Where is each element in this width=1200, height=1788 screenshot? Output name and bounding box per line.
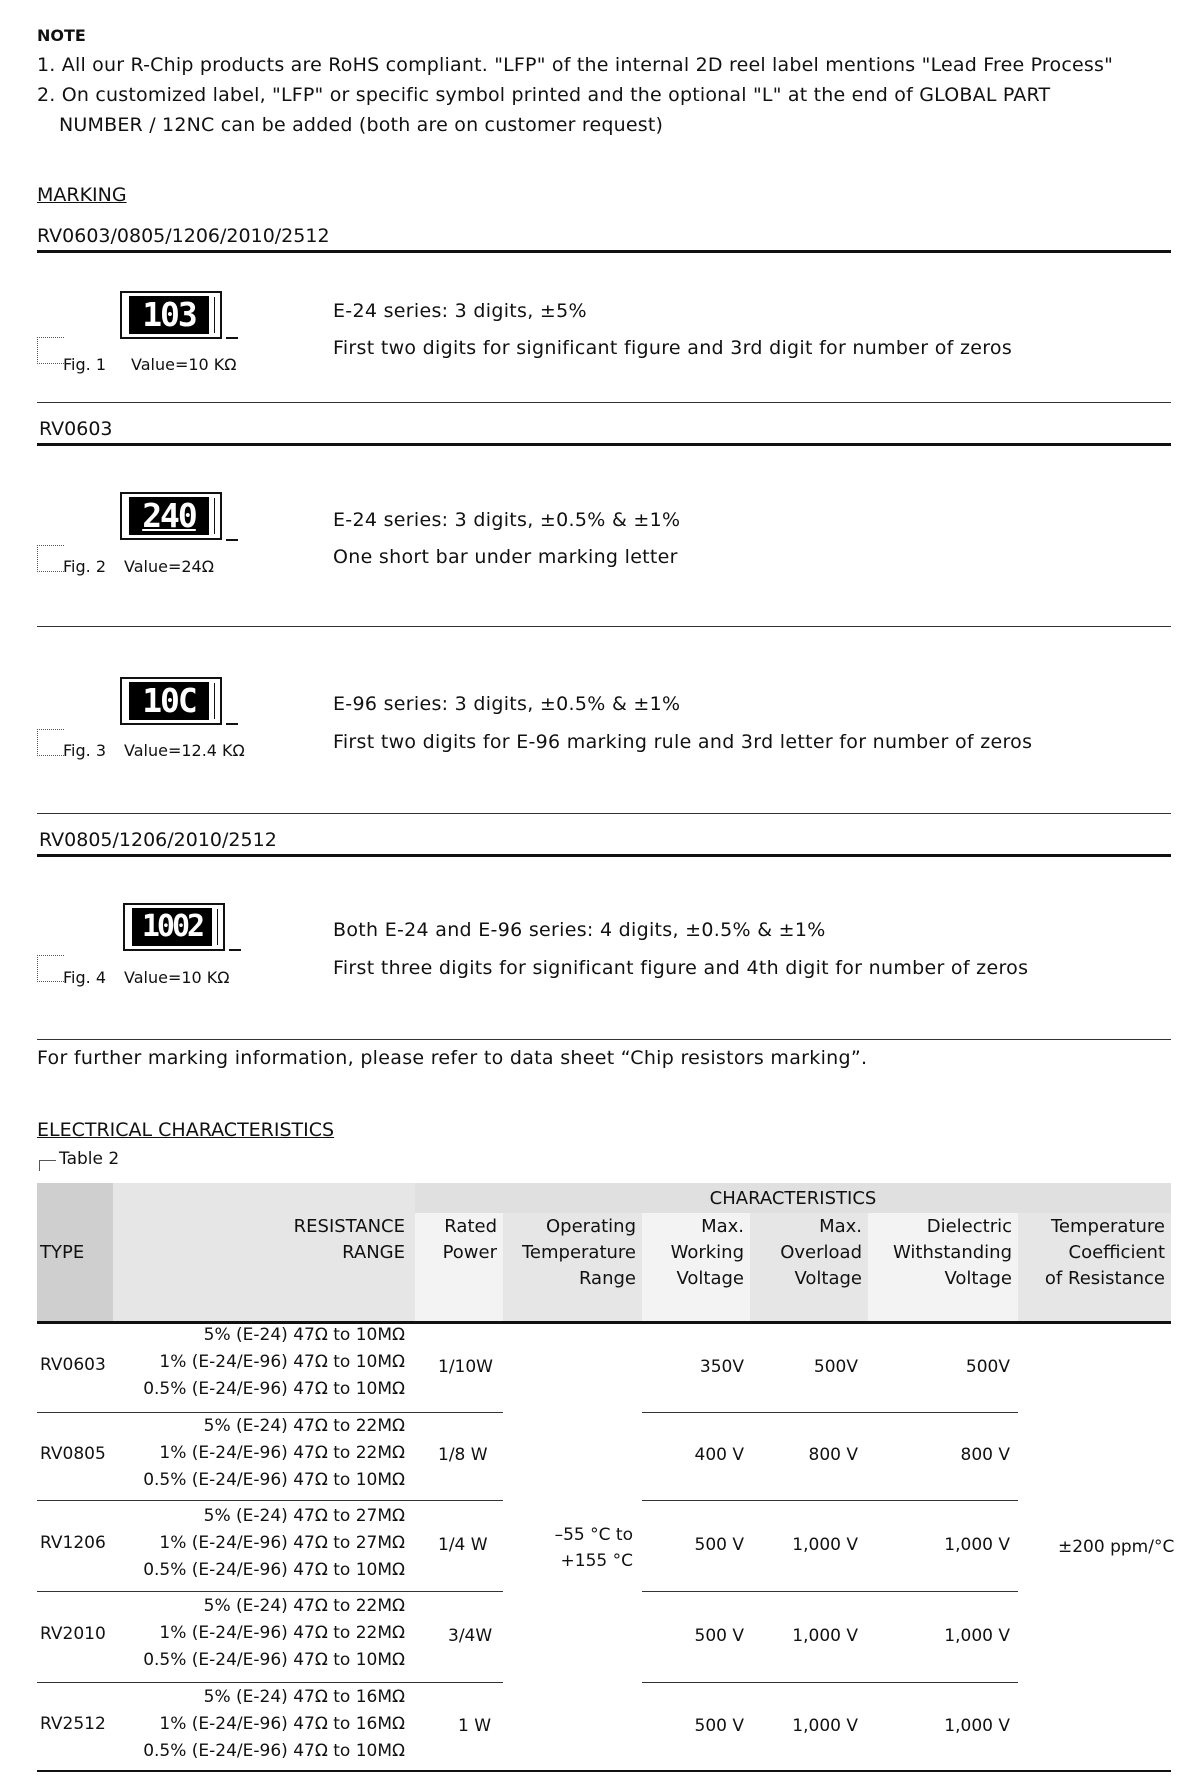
range-line: 0.5% (E-24/E-96) 47Ω to 10MΩ: [143, 1470, 405, 1490]
fig-value: Value=24Ω: [124, 557, 214, 576]
header-max-overload-voltage: [750, 1214, 862, 1292]
fig-bracket: [37, 729, 64, 756]
header-line: Temperature: [1050, 1216, 1165, 1237]
row-max-working-voltage: 500 V: [694, 1716, 744, 1736]
header-line: Max.: [819, 1216, 862, 1237]
row-dielectric-voltage: 800 V: [960, 1445, 1010, 1465]
row-dielectric-voltage: 500V: [965, 1357, 1010, 1377]
header-line: Coefficient: [1068, 1242, 1165, 1263]
chip-dash: [229, 949, 241, 951]
fig-bracket: [37, 955, 64, 982]
header-tcr: [1018, 1214, 1165, 1292]
divider: [37, 250, 1171, 253]
range-line: 0.5% (E-24/E-96) 47Ω to 10MΩ: [143, 1379, 405, 1399]
row-resistance-range: [85, 1413, 405, 1494]
fig-label: Fig. 3: [63, 741, 106, 760]
header-range-line: RESISTANCE: [293, 1216, 405, 1237]
note-line-1: 1. All our R-Chip products are RoHS compliant. "LFP" of the internal 2D reel label mentions "Lead Free Process": [37, 54, 1114, 76]
header-line: Working: [670, 1242, 744, 1263]
range-line: 1% (E-24/E-96) 47Ω to 10MΩ: [159, 1352, 405, 1372]
fig-bracket: [37, 337, 64, 364]
row-divider: [642, 1682, 1018, 1683]
fig-desc-2: First two digits for E-96 marking rule and 3rd letter for number of zeros: [333, 731, 1033, 753]
table-bottom-rule: [37, 1770, 1171, 1772]
range-line: 0.5% (E-24/E-96) 47Ω to 10MΩ: [143, 1650, 405, 1670]
header-characteristics: CHARACTERISTICS: [709, 1188, 877, 1209]
note-line-2: 2. On customized label, "LFP" or specific symbol printed and the optional "L" at the end of GLOBAL PART: [37, 84, 1051, 106]
fig-desc-2: First three digits for significant figure and 4th digit for number of zeros: [333, 957, 1029, 979]
row-type: RV0603: [40, 1355, 106, 1375]
marking-group1-title: RV0603/0805/1206/2010/2512: [37, 225, 330, 247]
electrical-heading: ELECTRICAL CHARACTERISTICS: [37, 1119, 335, 1141]
row-rated-power: 1/8 W: [438, 1445, 488, 1465]
note-line-3: NUMBER / 12NC can be added (both are on customer request): [59, 114, 664, 136]
row-rated-power: 1/10W: [438, 1357, 493, 1377]
divider: [37, 402, 1171, 403]
row-divider: [37, 1500, 503, 1501]
fig-value: Value=10 KΩ: [131, 355, 237, 374]
chip-terminal: [214, 683, 220, 719]
chip-terminal: [214, 498, 220, 534]
marking-group2-title: RV0603: [39, 418, 113, 440]
chip-dash: [226, 337, 238, 339]
row-resistance-range: [85, 1322, 405, 1403]
header-line: Voltage: [944, 1268, 1012, 1289]
header-type: TYPE: [40, 1242, 85, 1263]
header-line: Withstanding: [892, 1242, 1012, 1263]
fig-desc-1: Both E-24 and E-96 series: 4 digits, ±0.5% & ±1%: [333, 919, 826, 941]
table-bracket: [39, 1160, 56, 1171]
divider: [37, 813, 1171, 814]
chip-code: 103: [129, 296, 209, 334]
header-line: of Resistance: [1044, 1268, 1165, 1289]
fig-desc-2: First two digits for significant figure and 3rd digit for number of zeros: [333, 337, 1013, 359]
header-operating-temp: [503, 1214, 636, 1292]
row-divider: [642, 1591, 1018, 1592]
row-rated-power: 1/4 W: [438, 1535, 488, 1555]
header-range: [205, 1214, 405, 1266]
row-divider: [642, 1412, 1018, 1413]
divider: [37, 626, 1171, 627]
marking-group3-title: RV0805/1206/2010/2512: [39, 829, 277, 851]
row-divider: [37, 1591, 503, 1592]
chip-terminal: [214, 297, 220, 333]
row-max-working-voltage: 500 V: [694, 1535, 744, 1555]
row-dielectric-voltage: 1,000 V: [944, 1626, 1010, 1646]
fig-desc-2: One short bar under marking letter: [333, 546, 678, 568]
row-type: RV1206: [40, 1533, 106, 1553]
row-rated-power: 3/4W: [448, 1626, 493, 1646]
chip-code: 240: [129, 497, 209, 535]
chip-code: 1002: [132, 908, 212, 946]
fig-value: Value=10 KΩ: [124, 968, 230, 987]
row-resistance-range: [85, 1684, 405, 1765]
chip-terminal: [217, 909, 223, 945]
range-line: 5% (E-24) 47Ω to 22MΩ: [203, 1596, 405, 1616]
header-rated-power: [415, 1214, 497, 1266]
operating-temperature-range: [503, 1522, 633, 1574]
divider: [37, 1039, 1171, 1040]
range-line: 0.5% (E-24/E-96) 47Ω to 10MΩ: [143, 1741, 405, 1761]
row-max-overload-voltage: 1,000 V: [792, 1626, 858, 1646]
row-type: RV2010: [40, 1624, 106, 1644]
header-line: Operating: [546, 1216, 636, 1237]
header-line: Overload: [780, 1242, 862, 1263]
row-resistance-range: [85, 1503, 405, 1584]
fig-label: Fig. 1: [63, 355, 106, 374]
table-label: Table 2: [59, 1149, 120, 1169]
chip-code: 10C: [129, 682, 209, 720]
temperature-coefficient: ±200 ppm/°C: [1058, 1537, 1175, 1557]
note-title: NOTE: [37, 26, 86, 45]
row-max-overload-voltage: 1,000 V: [792, 1535, 858, 1555]
header-line: Max.: [701, 1216, 744, 1237]
chip-marking-image: [120, 492, 222, 540]
header-line: Voltage: [794, 1268, 862, 1289]
temp-range-line: +155 °C: [560, 1551, 633, 1571]
fig-label: Fig. 2: [63, 557, 106, 576]
chip-marking-image: [123, 903, 225, 951]
header-line: Temperature: [521, 1242, 636, 1263]
header-line: Power: [442, 1242, 497, 1263]
range-line: 5% (E-24) 47Ω to 10MΩ: [203, 1325, 405, 1345]
row-max-working-voltage: 400 V: [694, 1445, 744, 1465]
range-line: 1% (E-24/E-96) 47Ω to 22MΩ: [159, 1443, 405, 1463]
row-max-overload-voltage: 500V: [813, 1357, 858, 1377]
range-line: 5% (E-24) 47Ω to 27MΩ: [203, 1506, 405, 1526]
chip-dash: [226, 723, 238, 725]
row-rated-power: 1 W: [458, 1716, 492, 1736]
header-dielectric-voltage: [868, 1214, 1012, 1292]
header-line: Voltage: [676, 1268, 744, 1289]
row-divider: [642, 1500, 1018, 1501]
chip-marking-image: [120, 677, 222, 725]
row-max-working-voltage: 350V: [699, 1357, 744, 1377]
range-line: 0.5% (E-24/E-96) 47Ω to 10MΩ: [143, 1560, 405, 1580]
range-line: 5% (E-24) 47Ω to 22MΩ: [203, 1416, 405, 1436]
divider: [37, 854, 1171, 857]
fig-desc-1: E-24 series: 3 digits, ±5%: [333, 300, 587, 322]
fig-label: Fig. 4: [63, 968, 106, 987]
range-line: 1% (E-24/E-96) 47Ω to 22MΩ: [159, 1623, 405, 1643]
fig-bracket: [37, 545, 64, 572]
fig-value: Value=12.4 KΩ: [124, 741, 245, 760]
marking-heading: MARKING: [37, 184, 127, 206]
row-dielectric-voltage: 1,000 V: [944, 1535, 1010, 1555]
row-max-overload-voltage: 1,000 V: [792, 1716, 858, 1736]
row-type: RV2512: [40, 1714, 106, 1734]
row-dielectric-voltage: 1,000 V: [944, 1716, 1010, 1736]
header-line: Rated: [444, 1216, 497, 1237]
range-line: 1% (E-24/E-96) 47Ω to 27MΩ: [159, 1533, 405, 1553]
fig-desc-1: E-96 series: 3 digits, ±0.5% & ±1%: [333, 693, 681, 715]
header-max-working-voltage: [642, 1214, 744, 1292]
range-line: 1% (E-24/E-96) 47Ω to 16MΩ: [159, 1714, 405, 1734]
header-line: Dielectric: [926, 1216, 1012, 1237]
fig-desc-1: E-24 series: 3 digits, ±0.5% & ±1%: [333, 509, 681, 531]
row-divider: [37, 1682, 503, 1683]
header-line: Range: [578, 1268, 636, 1289]
row-max-overload-voltage: 800 V: [808, 1445, 858, 1465]
row-type: RV0805: [40, 1444, 106, 1464]
row-resistance-range: [85, 1593, 405, 1674]
chip-dash: [226, 539, 238, 541]
range-line: 5% (E-24) 47Ω to 16MΩ: [203, 1687, 405, 1707]
marking-footer-note: For further marking information, please refer to data sheet “Chip resistors marking”.: [37, 1047, 868, 1069]
divider: [37, 443, 1171, 446]
row-max-working-voltage: 500 V: [694, 1626, 744, 1646]
temp-range-line: –55 °C to: [554, 1525, 633, 1545]
header-range-line: RANGE: [342, 1242, 405, 1263]
chip-marking-image: [120, 291, 222, 339]
